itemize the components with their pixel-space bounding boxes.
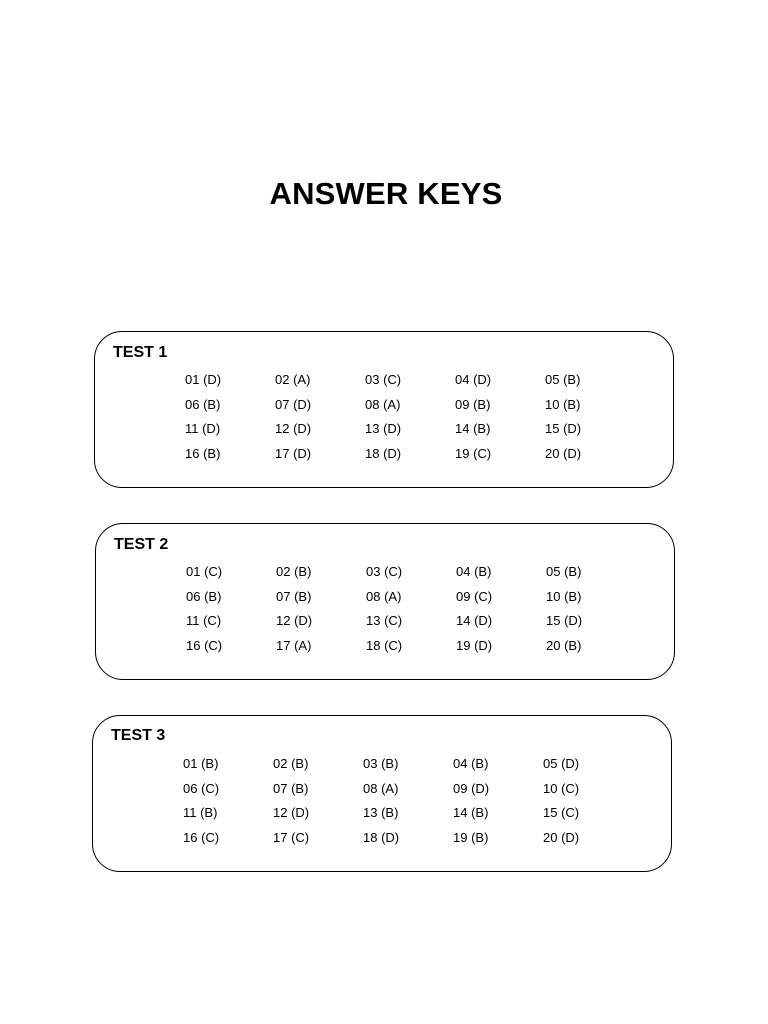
answer-item: 03 (B) xyxy=(363,756,399,771)
answer-item: 01 (C) xyxy=(186,564,223,579)
answer-item: 08 (A) xyxy=(363,780,399,796)
answer-item: 05 (D) xyxy=(543,756,580,771)
answer-item: 06 (B) xyxy=(186,588,222,604)
answer-item: 08 (A) xyxy=(366,588,402,604)
answer-item: 17 (D) xyxy=(275,445,312,461)
answer-item: 11 (B) xyxy=(183,805,218,820)
answer-item: 07 (B) xyxy=(273,780,309,796)
answer-item: 11 (D) xyxy=(185,421,221,436)
answer-item: 06 (C) xyxy=(183,780,220,796)
answer-item: 20 (D) xyxy=(545,445,582,461)
answer-item: 20 (D) xyxy=(543,829,580,845)
answer-item: 17 (C) xyxy=(273,829,310,845)
test-1-answer-box xyxy=(94,331,674,488)
answer-item: 15 (D) xyxy=(545,421,582,436)
test-2-answer-grid xyxy=(186,564,636,662)
answer-item: 16 (B) xyxy=(185,445,221,461)
answer-item: 18 (C) xyxy=(366,637,403,653)
answer-item: 02 (B) xyxy=(276,564,312,579)
answer-item: 04 (D) xyxy=(455,372,492,387)
answer-item: 01 (B) xyxy=(183,756,219,771)
answer-item: 14 (D) xyxy=(456,613,493,628)
answer-item: 13 (C) xyxy=(366,613,403,628)
answer-item: 10 (C) xyxy=(543,780,580,796)
answer-item: 17 (A) xyxy=(276,637,312,653)
test-3-answer-grid xyxy=(183,756,633,854)
answer-item: 09 (D) xyxy=(453,780,490,796)
answer-item: 10 (B) xyxy=(546,588,582,604)
answer-item: 13 (B) xyxy=(363,805,399,820)
answer-item: 19 (D) xyxy=(456,637,493,653)
answer-item: 20 (B) xyxy=(546,637,582,653)
answer-item: 12 (D) xyxy=(276,613,313,628)
answer-item: 12 (D) xyxy=(273,805,310,820)
answer-item: 11 (C) xyxy=(186,613,222,628)
answer-item: 05 (B) xyxy=(545,372,581,387)
answer-item: 10 (B) xyxy=(545,396,581,412)
page-title: ANSWER KEYS xyxy=(269,176,503,211)
test-3-title: TEST 3 xyxy=(111,727,166,744)
answer-item: 03 (C) xyxy=(366,564,403,579)
answer-item: 15 (D) xyxy=(546,613,583,628)
answer-item: 02 (A) xyxy=(275,372,311,387)
answer-item: 13 (D) xyxy=(365,421,402,436)
answer-item: 01 (D) xyxy=(185,372,222,387)
answer-item: 04 (B) xyxy=(456,564,492,579)
answer-item: 08 (A) xyxy=(365,396,401,412)
answer-item: 15 (C) xyxy=(543,805,580,820)
test-2-answer-box xyxy=(95,523,675,680)
answer-item: 07 (D) xyxy=(275,396,312,412)
test-3-answer-box xyxy=(92,715,672,872)
answer-item: 04 (B) xyxy=(453,756,489,771)
answer-item: 12 (D) xyxy=(275,421,312,436)
answer-item: 09 (B) xyxy=(455,396,491,412)
answer-item: 07 (B) xyxy=(276,588,312,604)
answer-item: 14 (B) xyxy=(455,421,491,436)
answer-item: 03 (C) xyxy=(365,372,402,387)
answer-item: 18 (D) xyxy=(363,829,400,845)
answer-item: 18 (D) xyxy=(365,445,402,461)
answer-item: 09 (C) xyxy=(456,588,493,604)
answer-item: 14 (B) xyxy=(453,805,489,820)
answer-item: 02 (B) xyxy=(273,756,309,771)
answer-item: 19 (B) xyxy=(453,829,489,845)
answer-item: 19 (C) xyxy=(455,445,492,461)
test-2-title: TEST 2 xyxy=(114,536,169,553)
test-1-answer-grid xyxy=(185,372,635,470)
answer-item: 05 (B) xyxy=(546,564,582,579)
answer-item: 16 (C) xyxy=(183,829,220,845)
answer-item: 16 (C) xyxy=(186,637,223,653)
answer-item: 06 (B) xyxy=(185,396,221,412)
test-1-title: TEST 1 xyxy=(113,344,168,361)
